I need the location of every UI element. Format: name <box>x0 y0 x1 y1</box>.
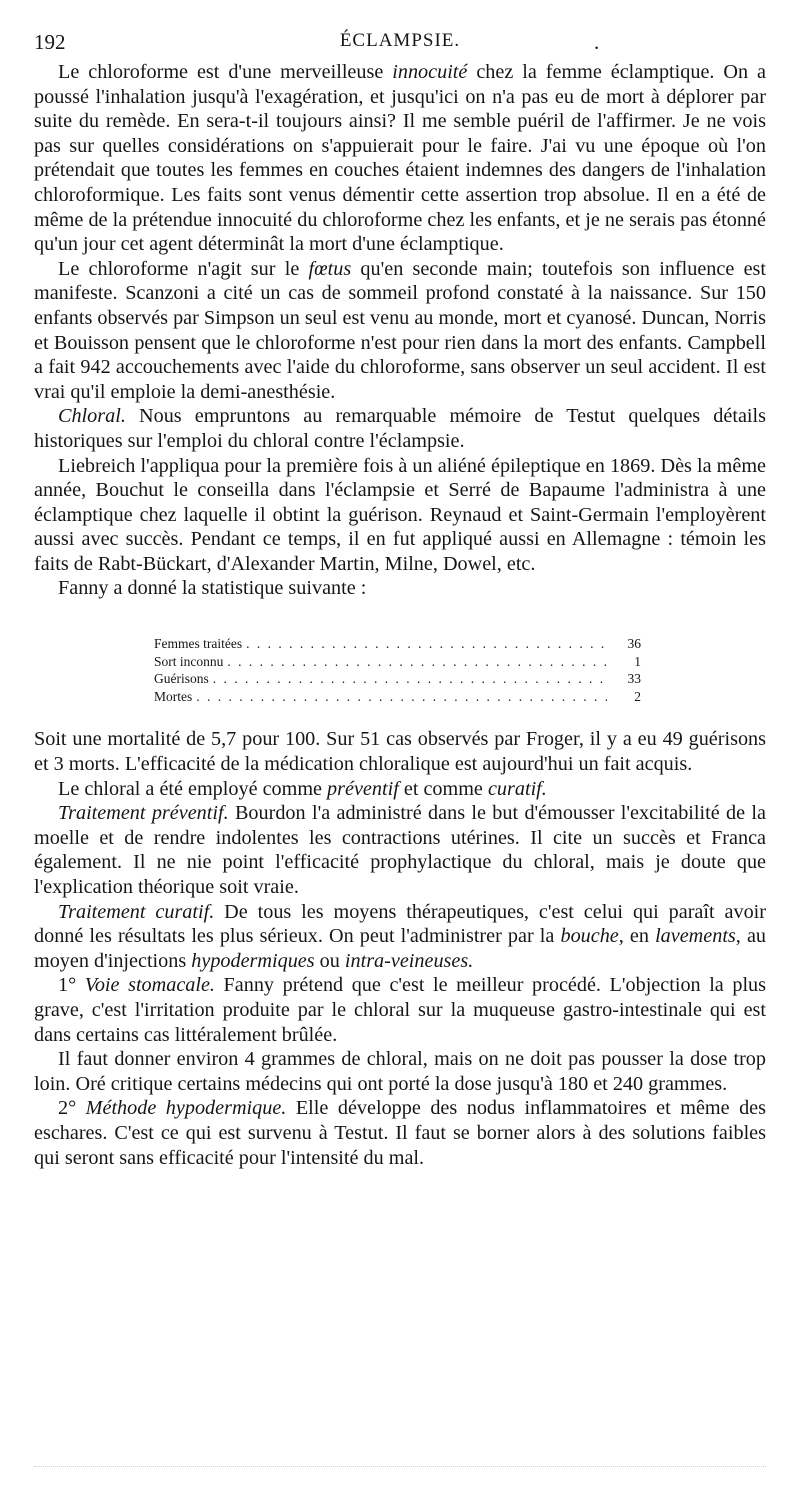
paragraph-chloral-usage: Le chloral a été employé comme préventif et comme curatif. <box>58 777 547 800</box>
paragraph-chloroform-fetus: Le chloroforme n'agit sur le fœtus qu'en seconde main; toutefois son influence est manifeste. Scanzoni a cité un cas de sommeil profond constaté à la naissance. Sur 150 enfants observés par Simpson un seul est venu au monde, mort et cyanosé. Duncan, Norris et Bouisson pensent que le chloroforme n'est pour rien dans la mort des enfants. Campbell a fait 942 accouchements avec l'aide du chloroforme, sans observer un seul accident. Il est vrai qu'il emploie la demi-anesthésie. <box>34 257 766 403</box>
stats-row: Mortes . . . 2 <box>154 688 641 706</box>
paragraph-dosage: Il faut donner environ 4 grammes de chloral, mais on ne doit pas pousser la dose trop loin. Oré critique certains médecins qui ont porté la dose jusqu'à 180 et 240 grammes. <box>34 1048 766 1095</box>
paragraph-mortality: Soit une mortalité de 5,7 pour 100. Sur 51 cas observés par Froger, il y a eu 49 guérisons et 3 morts. L'efficacité de la médication chloralique est aujourd'hui un fait acquis. <box>34 728 766 776</box>
stats-row: Femmes traitées . . . 36 <box>154 635 641 653</box>
paragraph-fanny-statistics: Fanny a donné la statistique suivante : <box>58 577 367 600</box>
book-page <box>34 30 766 1170</box>
paragraph-preventive-treatment: Traitement préventif. Bourdon l'a administré dans le but d'émousser l'excitabilité de la moelle et de rendre indolentes les contractions utérines. Il cite un succès et Franca également. Il ne nie point l'efficacité prophylactique du chloral, mais je doute que l'explication théorique soit vraie. <box>34 802 766 898</box>
page-header <box>34 30 766 60</box>
paragraph-hypodermic-method: 2° Méthode hypodermique. Elle développe des nodus inflammatoires et même des eschares. C'est ce qui est survenu à Testut. Il faut se borner alors à des solutions faibles qui seront sans efficacité pour l'intensité du mal. <box>34 1097 766 1169</box>
running-title: ÉCLAMPSIE. <box>339 30 461 51</box>
faded-bleed-through-line <box>34 1466 766 1473</box>
page-body <box>34 60 766 1170</box>
stats-row: Guérisons . . . 33 <box>154 670 641 688</box>
paragraph-liebreich: Liebreich l'appliqua pour la première fois à un aliéné épileptique en 1869. Dès la même année, Bouchut le conseilla dans l'éclampsie et Serré de Bapaume l'administra à une éclamptique chez laquelle il obtint la guérison. Reynaud et Saint-Germain l'employèrent aussi avec succès. Pendant ce temps, il en fut appliqué aussi en Allemagne : témoin les faits de Rabt-Bückart, d'Alexander Martin, Milne, Dowel, etc. <box>34 454 766 575</box>
paragraph-chloroform-innocuity: Le chloroforme est d'une merveilleuse innocuité chez la femme éclamptique. On a poussé l'inhalation jusqu'à l'exagération, et jusqu'ici on n'a pas eu de mort à déplorer par suite du remède. En sera-t-il toujours ainsi? Il me semble puéril de l'affirmer. Je ne vois pas sur quelles considérations on s'appuierait pour le faire. J'ai vu une époque où l'on prétendait que toutes les femmes en couches étaient indemnes des dangers de l'inhalation chloroformique. Les faits sont venus démentir cette assertion trop absolue. Il en a été de même de la prétendue innocuité du chloroforme chez les enfants, et je ne serais pas étonné qu'un jour cet agent déterminât la mort d'une éclamptique. <box>34 61 766 256</box>
paragraph-chloral-intro: Chloral. Nous empruntons au remarquable mémoire de Testut quelques détails historiques sur l'emploi du chloral contre l'éclampsie. <box>34 405 766 452</box>
statistics-table <box>154 635 641 705</box>
page-number: 192 <box>34 30 66 54</box>
paragraph-oral-route: 1° Voie stomacale. Fanny prétend que c'est le meilleur procédé. L'objection la plus grave, c'est l'irritation produite par le chloral sur la muqueuse gastro-intestinale qui est dans certains cas littéralement brûlée. <box>34 974 767 1046</box>
stats-row: Sort inconnu . . . 1 <box>154 653 641 671</box>
header-mark: . <box>594 30 600 54</box>
paragraph-curative-treatment: Traitement curatif. De tous les moyens thérapeutiques, c'est celui qui paraît avoir donné les résultats les plus sérieux. On peut l'administrer par la bouche, en lavements, au moyen d'injections hypodermiques ou intra-veineuses. <box>34 900 766 972</box>
